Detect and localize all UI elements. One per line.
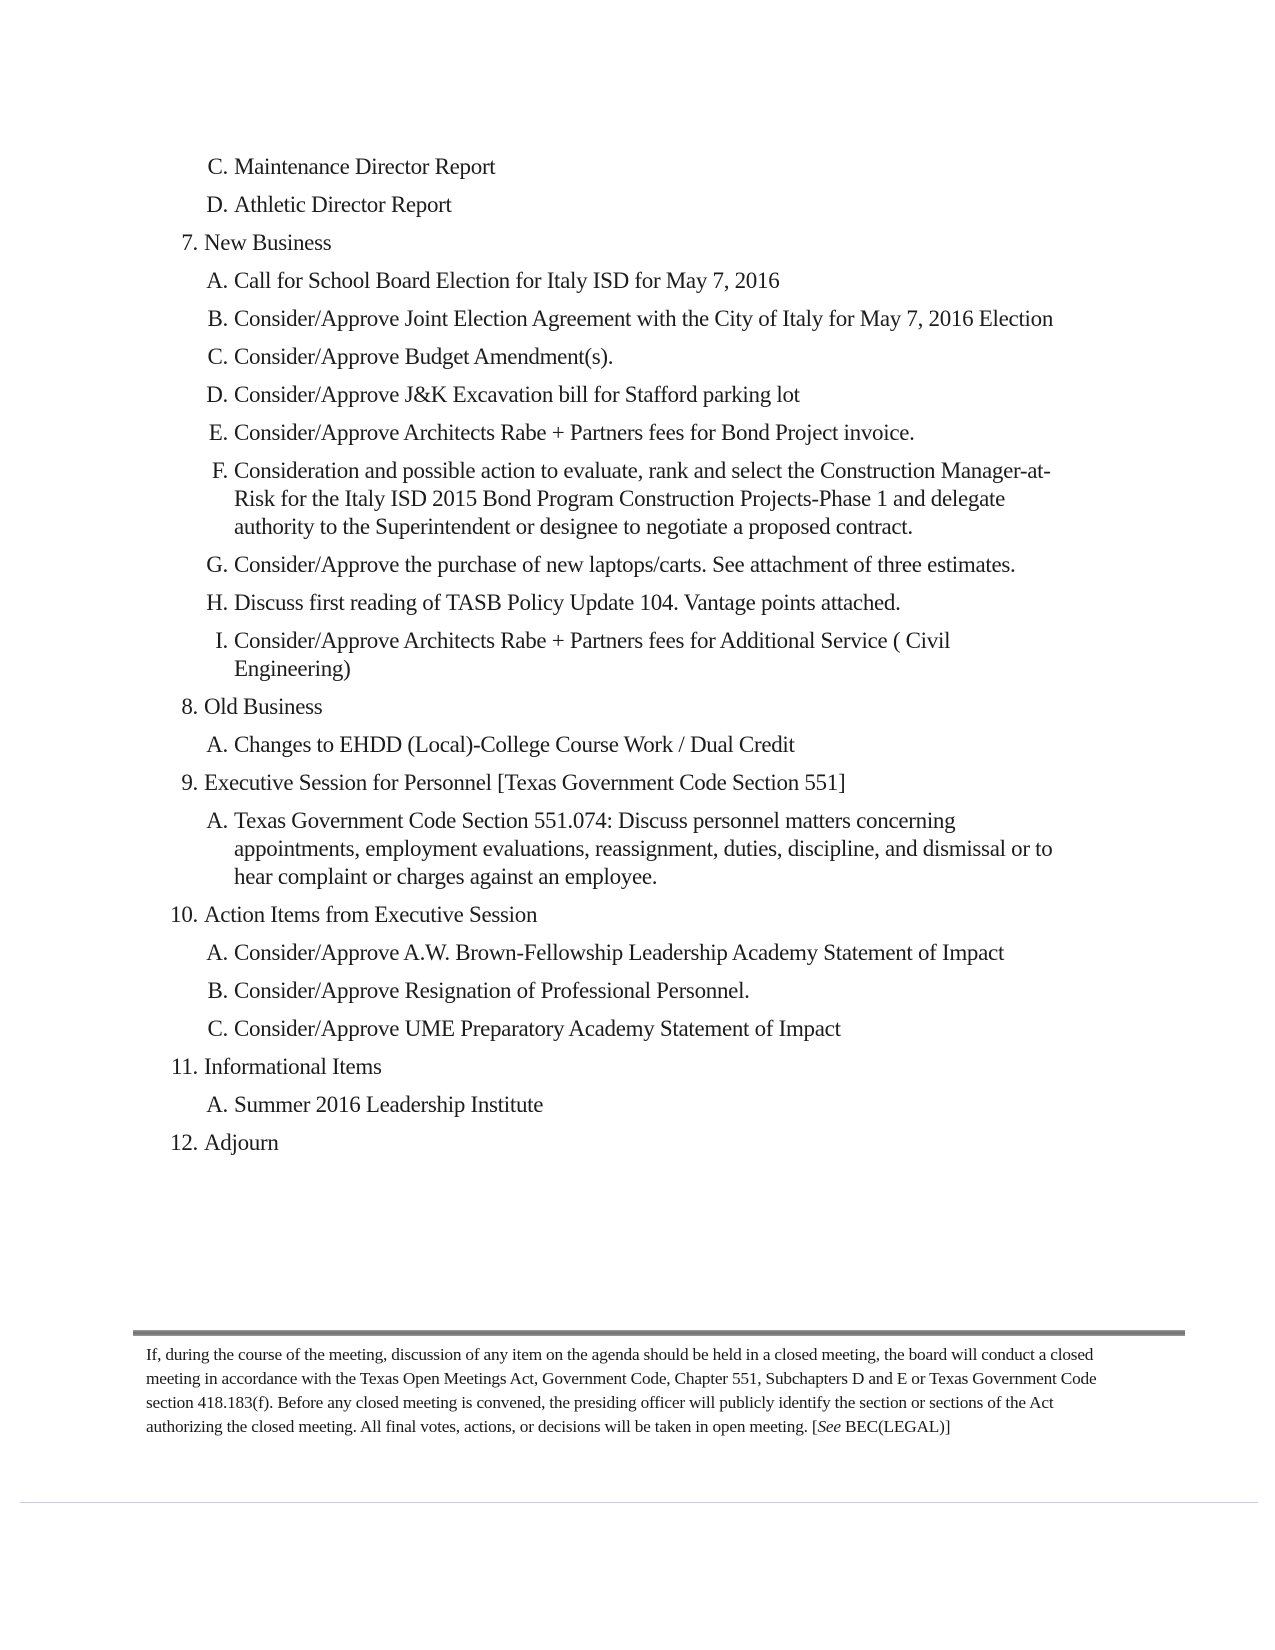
agenda-item-text: Changes to EHDD (Local)-College Course Work / Dual Credit <box>234 732 795 757</box>
agenda-section <box>160 1053 1060 1081</box>
agenda-item-number: A. <box>206 940 228 965</box>
agenda-item-number: C. <box>207 154 228 179</box>
agenda-item-text: Athletic Director Report <box>234 192 452 217</box>
agenda-subitem <box>160 977 1060 1005</box>
closed-meeting-notice <box>146 1343 1126 1439</box>
agenda-subitem <box>160 551 1060 579</box>
agenda-item-number: H. <box>206 590 228 615</box>
agenda-item-number: A. <box>206 732 228 757</box>
notice-see-label: See <box>817 1417 841 1436</box>
agenda-item-number: D. <box>206 192 228 217</box>
agenda-section <box>160 1129 1060 1157</box>
agenda-section <box>160 229 1060 257</box>
agenda-list <box>160 153 1060 1167</box>
agenda-item-text: Consider/Approve Architects Rabe + Partners fees for Bond Project invoice. <box>234 420 915 445</box>
agenda-item-text: Executive Session for Personnel [Texas Government Code Section 551] <box>204 770 846 795</box>
agenda-item-text: Action Items from Executive Session <box>204 902 538 927</box>
notice-reference: BEC(LEGAL)] <box>840 1417 951 1436</box>
agenda-item-text: New Business <box>204 230 332 255</box>
agenda-item-number: A. <box>206 808 228 833</box>
agenda-subitem <box>160 305 1060 333</box>
agenda-subitem <box>160 1091 1060 1119</box>
agenda-item-text: Consider/Approve Joint Election Agreement with the City of Italy for May 7, 2016 Election <box>234 306 1054 331</box>
agenda-item-text: Consider/Approve Resignation of Professional Personnel. <box>234 978 750 1003</box>
agenda-item-number: B. <box>207 978 228 1003</box>
agenda-item-number: A. <box>206 1092 228 1117</box>
agenda-item-number: 7. <box>181 230 198 255</box>
agenda-item-number: A. <box>206 268 228 293</box>
agenda-item-text: Maintenance Director Report <box>234 154 496 179</box>
agenda-item-number: B. <box>207 306 228 331</box>
agenda-item-number: C. <box>207 1016 228 1041</box>
agenda-subitem <box>160 381 1060 409</box>
agenda-subitem <box>160 589 1060 617</box>
agenda-item-text: Summer 2016 Leadership Institute <box>234 1092 544 1117</box>
agenda-item-text: Texas Government Code Section 551.074: Discuss personnel matters concerning appointments, employment evaluations, reassignment, duties, discipline, and dismissal or to hear complaint or charges against an employee. <box>234 808 1053 889</box>
agenda-item-number: F. <box>211 458 228 483</box>
agenda-item-number: 11. <box>171 1054 198 1079</box>
agenda-section <box>160 901 1060 929</box>
agenda-item-text: Discuss first reading of TASB Policy Update 104. Vantage points attached. <box>234 590 901 615</box>
section-divider <box>133 1330 1185 1336</box>
agenda-item-number: E. <box>208 420 228 445</box>
agenda-subitem <box>160 939 1060 967</box>
agenda-subitem <box>160 627 1060 683</box>
agenda-section <box>160 769 1060 797</box>
agenda-subitem <box>160 1015 1060 1043</box>
agenda-item-text: Consider/Approve the purchase of new laptops/carts. See attachment of three estimates. <box>234 552 1016 577</box>
agenda-item-text: Consider/Approve Budget Amendment(s). <box>234 344 614 369</box>
agenda-item-number: D. <box>206 382 228 407</box>
agenda-item-number: 10. <box>170 902 198 927</box>
agenda-item-text: Consider/Approve Architects Rabe + Partners fees for Additional Service ( Civil Engineering) <box>234 628 951 681</box>
notice-text: If, during the course of the meeting, discussion of any item on the agenda should be held in a closed meeting, the board will conduct a closed meeting in accordance with the Texas Open Meetings Act, Government Code, Chapter 551, Subchapters D and E or Texas Government Code section 418.183(f). Before any closed meeting is convened, the presiding officer will publicly identify the section or sections of the Act authorizing the closed meeting. All final votes, actions, or decisions will be taken in open meeting. [ <box>146 1345 1097 1436</box>
agenda-item-text: Informational Items <box>204 1054 382 1079</box>
agenda-item-number: 12. <box>170 1130 198 1155</box>
agenda-subitem <box>160 807 1060 891</box>
agenda-item-text: Consideration and possible action to evaluate, rank and select the Construction Manager-at-Risk for the Italy ISD 2015 Bond Program Construction Projects-Phase 1 and delegate authority to the Superintendent or designee to negotiate a proposed contract. <box>234 458 1051 539</box>
agenda-item-text: Consider/Approve UME Preparatory Academy Statement of Impact <box>234 1016 841 1041</box>
agenda-subitem <box>160 343 1060 371</box>
agenda-subitem <box>160 457 1060 541</box>
agenda-item-text: Old Business <box>204 694 323 719</box>
agenda-item-number: 8. <box>181 694 198 719</box>
agenda-subitem <box>160 267 1060 295</box>
agenda-subitem <box>160 191 1060 219</box>
agenda-item-number: I. <box>215 628 228 653</box>
agenda-item-number: G. <box>206 552 228 577</box>
agenda-section <box>160 693 1060 721</box>
agenda-subitem <box>160 153 1060 181</box>
agenda-item-text: Adjourn <box>204 1130 279 1155</box>
page-bottom-line <box>20 1502 1258 1503</box>
agenda-item-text: Consider/Approve J&K Excavation bill for Stafford parking lot <box>234 382 800 407</box>
agenda-item-text: Call for School Board Election for Italy ISD for May 7, 2016 <box>234 268 780 293</box>
agenda-subitem <box>160 419 1060 447</box>
agenda-item-text: Consider/Approve A.W. Brown-Fellowship Leadership Academy Statement of Impact <box>234 940 1005 965</box>
agenda-item-number: 9. <box>181 770 198 795</box>
agenda-item-number: C. <box>207 344 228 369</box>
agenda-subitem <box>160 731 1060 759</box>
